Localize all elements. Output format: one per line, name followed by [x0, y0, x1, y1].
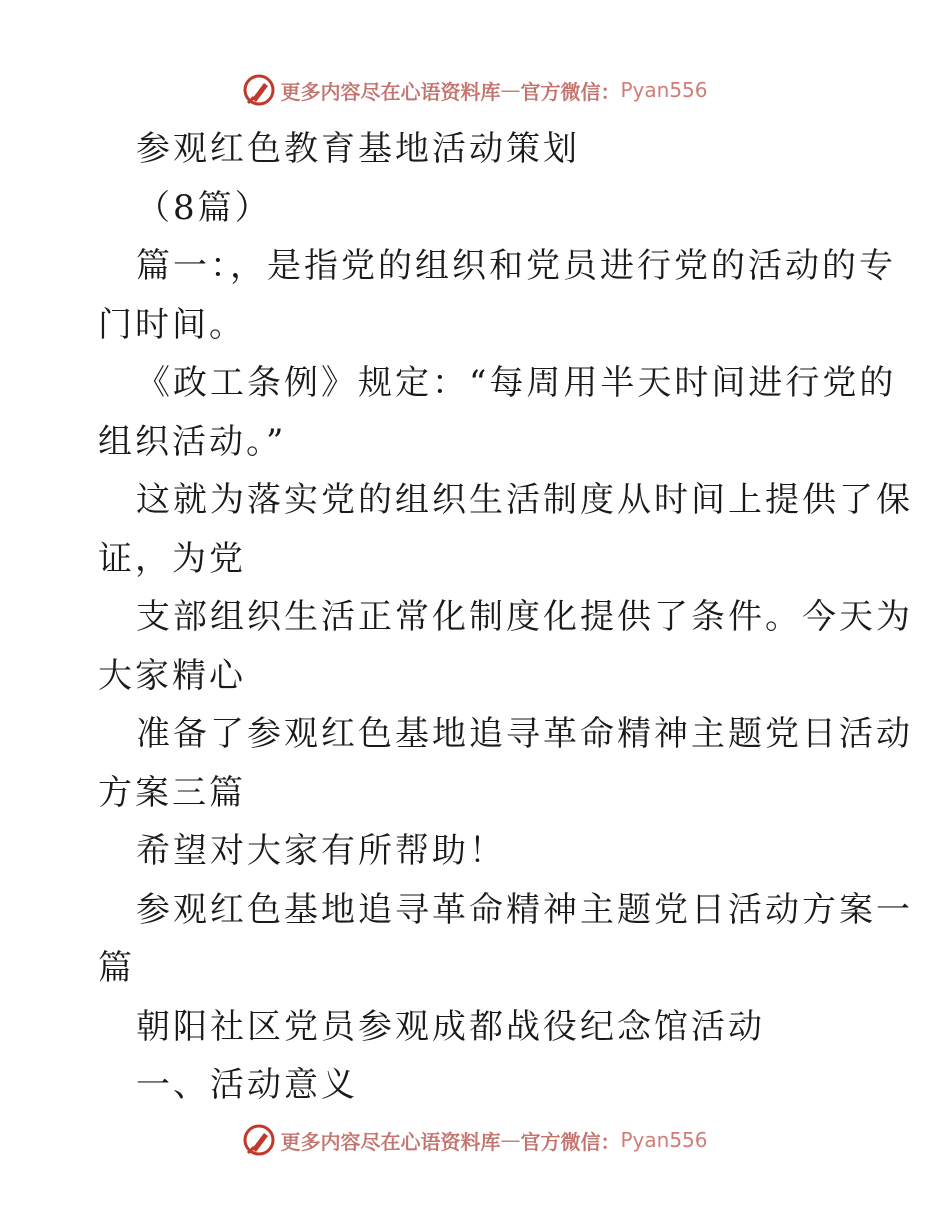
paragraph-line: 《政工条例》规定：“每周用半天时间进行党的: [136, 363, 897, 403]
paragraph-line: 方案三篇: [98, 772, 246, 813]
paragraph-line: 这就为落实党的组织生活制度从时间上提供了保: [136, 480, 913, 520]
banner-dash: —: [500, 1128, 521, 1152]
section-heading: 一、活动意义: [136, 1065, 358, 1105]
banner-handle: Pyan556: [620, 1128, 708, 1152]
section-heading: 参观红色基地追寻革命精神主题党日活动方案一: [136, 889, 913, 930]
paragraph-line: 门时间。: [98, 304, 246, 345]
document-subtitle: （8篇）: [136, 187, 272, 228]
paragraph-line: 大家精心: [98, 655, 246, 696]
banner-suffix: 官方微信：: [520, 79, 621, 104]
pen-logo-icon: [242, 1123, 276, 1157]
banner-main-text: 更多内容尽在心语资料库: [280, 79, 501, 104]
section-heading: 篇: [98, 948, 135, 988]
banner-main-text: 更多内容尽在心语资料库: [280, 1129, 501, 1154]
banner-handle: Pyan556: [620, 78, 708, 102]
banner-dash: —: [500, 78, 521, 102]
paragraph-line: 希望对大家有所帮助！: [136, 831, 506, 871]
paragraph-line: 组织活动。”: [98, 421, 287, 462]
paragraph-line: 篇一：，是指党的组织和党员进行党的活动的专: [136, 246, 896, 286]
paragraph-line: 准备了参观红色基地追寻革命精神主题党日活动: [136, 714, 913, 754]
pen-logo-icon: [242, 73, 276, 107]
section-heading: 朝阳社区党员参观成都战役纪念馆活动: [136, 1006, 765, 1047]
paragraph-line: 支部组织生活正常化制度化提供了条件。今天为: [136, 597, 913, 637]
footer-banner: [0, 1120, 950, 1160]
header-banner: [0, 70, 950, 110]
paragraph-line: 证，为党: [98, 538, 246, 579]
document-body: [98, 120, 913, 1115]
document-title: 参观红色教育基地活动策划: [136, 129, 580, 169]
banner-suffix: 官方微信：: [520, 1129, 621, 1154]
